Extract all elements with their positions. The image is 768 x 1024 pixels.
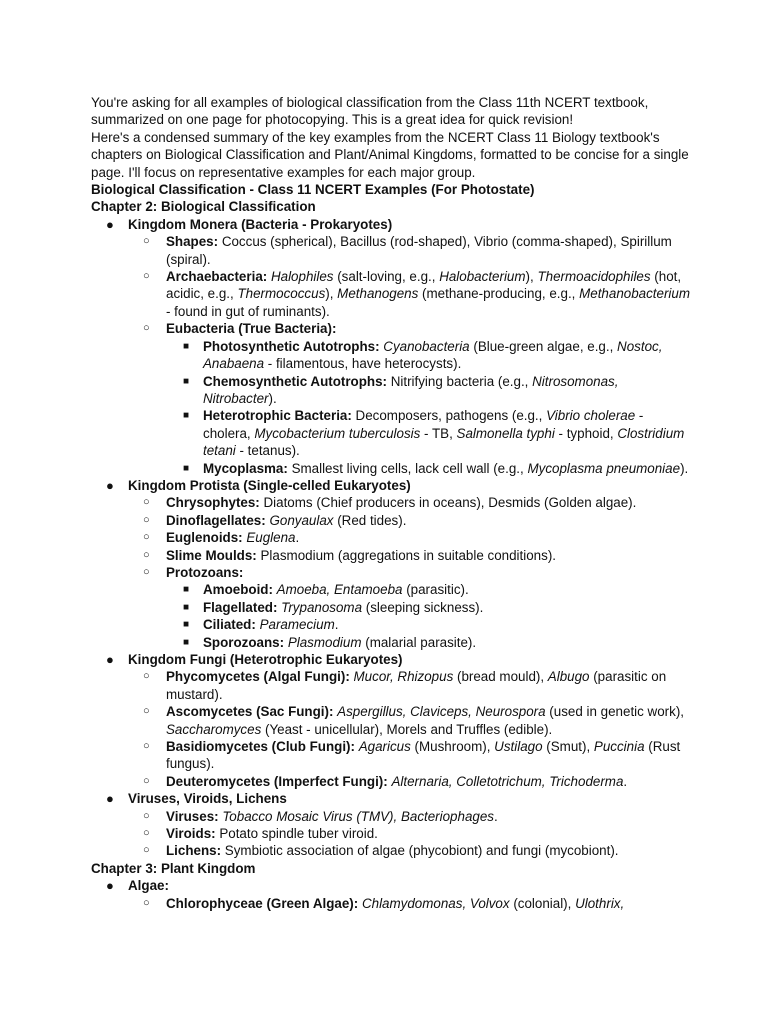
bold-text: Ciliated:	[203, 617, 256, 633]
outline-subitem	[91, 547, 691, 564]
bullet-l2-icon: ○	[143, 844, 150, 857]
bold-text: Chrysophytes:	[166, 495, 260, 511]
bullet-l1-icon: ●	[106, 791, 114, 807]
italic-text: Trypanosoma	[281, 599, 363, 615]
outline-subitem	[91, 668, 691, 703]
italic-text: Ulothrix,	[575, 895, 625, 911]
italic-text: Methanogens	[337, 286, 419, 302]
group-title: Viruses, Viroids, Lichens	[128, 791, 287, 807]
plain-text: (hot, acidic, e.g.,	[166, 269, 682, 302]
italic-text: Thermoacidophiles	[537, 269, 651, 285]
bullet-l2-icon: ○	[143, 774, 150, 787]
outline-subitem	[91, 564, 691, 581]
outline-subsubitem	[91, 460, 691, 477]
bullet-l2-icon: ○	[143, 896, 150, 909]
outline-subitem	[91, 825, 691, 842]
italic-text: Salmonella typhi	[456, 425, 555, 441]
bold-text: Dinoflagellates:	[166, 512, 266, 528]
chapter-heading	[91, 198, 691, 215]
plain-text: (Mushroom),	[410, 739, 495, 755]
bold-text: Amoeboid:	[203, 582, 273, 598]
bold-text: Photosynthetic Autotrophs:	[203, 338, 380, 354]
bullet-l3-icon: ■	[183, 636, 190, 648]
plain-text: (Blue-green algae, e.g.,	[469, 338, 618, 354]
bold-text: Shapes:	[166, 234, 219, 250]
plain-text: (colonial),	[509, 895, 576, 911]
italic-text: Cyanobacteria	[383, 338, 470, 354]
plain-text: (Smut),	[542, 739, 594, 755]
bullet-l2-icon: ○	[143, 670, 150, 683]
italic-text: Nitrosomonas, Nitrobacter	[203, 373, 619, 406]
outline-subsubitem	[91, 599, 691, 616]
italic-text: Albugo	[547, 669, 590, 685]
bullet-l2-icon: ○	[143, 827, 150, 840]
document-title	[91, 181, 691, 198]
chapter-heading	[91, 860, 691, 877]
plain-text: (Red tides).	[333, 512, 407, 528]
plain-text: (sleeping sickness).	[362, 599, 484, 615]
bullet-l3-icon: ■	[183, 584, 190, 596]
bullet-l2-icon: ○	[143, 740, 150, 753]
plain-text: Diatoms (Chief producers in oceans), Desmids (Golden algae).	[259, 495, 637, 511]
bullet-l2-icon: ○	[143, 705, 150, 718]
italic-text: Methanobacterium	[579, 286, 691, 302]
italic-text: Plasmodium	[287, 634, 362, 650]
outline-subitem	[91, 268, 691, 320]
bold-text: Chlorophyceae (Green Algae):	[166, 895, 359, 911]
plain-text: .	[334, 617, 339, 633]
bullet-l3-icon: ■	[183, 375, 190, 387]
outline-subitem	[91, 738, 691, 773]
bullet-l2-icon: ○	[143, 270, 150, 283]
bullet-l3-icon: ■	[183, 462, 190, 474]
chapter-heading-text: Chapter 3: Plant Kingdom	[91, 860, 256, 876]
plain-text: (used in genetic work),	[545, 704, 685, 720]
plain-text: ).	[268, 390, 277, 406]
bold-text: Protozoans:	[166, 564, 244, 580]
italic-text: Chlamydomonas, Volvox	[361, 895, 510, 911]
italic-text: Amoeba, Entamoeba	[276, 582, 403, 598]
plain-text: (bread mould),	[453, 669, 548, 685]
outline-subitem	[91, 895, 691, 912]
bullet-l2-icon: ○	[143, 548, 150, 561]
plain-text: (parasitic on mustard).	[166, 669, 667, 702]
bold-text: Sporozoans:	[203, 634, 285, 650]
plain-text: Symbiotic association of algae (phycobiont) and fungi (mycobiont).	[221, 843, 619, 859]
outline-group-item	[91, 877, 691, 894]
bullet-l2-icon: ○	[143, 322, 150, 335]
bullet-l3-icon: ■	[183, 340, 190, 352]
outline-subsubitem	[91, 616, 691, 633]
italic-text: Vibrio cholerae	[546, 408, 636, 424]
outline-subsubitem	[91, 581, 691, 598]
italic-text: Halobacterium	[439, 269, 526, 285]
outline-group-item	[91, 651, 691, 668]
bold-text: Phycomycetes (Algal Fungi):	[166, 669, 350, 685]
outline-subitem	[91, 842, 691, 859]
italic-text: Puccinia	[593, 739, 645, 755]
bullet-l2-icon: ○	[143, 531, 150, 544]
plain-text: Plasmodium (aggregations in suitable conditions).	[256, 547, 556, 563]
bullet-l3-icon: ■	[183, 601, 190, 613]
bullet-l2-icon: ○	[143, 513, 150, 526]
outline-subsubitem	[91, 634, 691, 651]
bullet-l2-icon: ○	[143, 565, 150, 578]
plain-text: (salt-loving, e.g.,	[333, 269, 440, 285]
italic-text: Euglena	[246, 530, 296, 546]
bold-text: Chemosynthetic Autotrophs:	[203, 373, 387, 389]
intro-paragraph-2: Here's a condensed summary of the key examples from the NCERT Class 11 Biology textbook's chapters on Biological Classification and Plant/Animal Kingdoms, formatted to be concise for a single page. I'll focus on representative examples for each major group.	[91, 129, 689, 180]
bold-text: Ascomycetes (Sac Fungi):	[166, 704, 334, 720]
plain-text: - typhoid,	[554, 425, 618, 441]
plain-text: - found in gut of ruminants).	[166, 303, 330, 319]
bold-text: Deuteromycetes (Imperfect Fungi):	[166, 773, 388, 789]
italic-text: Mucor, Rhizopus	[353, 669, 454, 685]
outline-subitem	[91, 494, 691, 511]
outline-subitem	[91, 529, 691, 546]
bold-text: Slime Moulds:	[166, 547, 257, 563]
plain-text: ),	[525, 269, 538, 285]
bold-text: Flagellated:	[203, 599, 278, 615]
plain-text: Decomposers, pathogens (e.g.,	[351, 408, 547, 424]
bullet-l1-icon: ●	[106, 216, 114, 232]
plain-text: (parasitic).	[402, 582, 469, 598]
document-title-text: Biological Classification - Class 11 NCERT Examples (For Photostate)	[91, 182, 535, 198]
group-title: Kingdom Fungi (Heterotrophic Eukaryotes)	[128, 652, 403, 667]
outline-subsubitem	[91, 407, 691, 459]
plain-text: .	[494, 808, 498, 824]
plain-text: (Yeast - unicellular), Morels and Truffles (edible).	[261, 721, 553, 737]
bullet-l3-icon: ■	[183, 410, 190, 422]
italic-text: Thermococcus	[237, 286, 326, 302]
italic-text: Saccharomyces	[166, 721, 262, 737]
outline-subitem	[91, 703, 691, 738]
bold-text: Viruses:	[166, 808, 219, 824]
intro-paragraph-1: You're asking for all examples of biological classification from the Class 11th NCERT textbook, summarized on one page for photocopying. This is a great idea for quick revision!	[91, 95, 649, 128]
plain-text: (malarial parasite).	[361, 634, 477, 650]
outline-subitem	[91, 320, 691, 337]
bold-text: Archaebacteria:	[166, 269, 268, 285]
bullet-l2-icon: ○	[143, 496, 150, 509]
group-title: Kingdom Monera (Bacteria - Prokaryotes)	[128, 216, 393, 232]
italic-text: Tobacco Mosaic Virus (TMV), Bacteriophages	[222, 808, 494, 824]
plain-text: (Rust fungus).	[166, 739, 681, 772]
bold-text: Basidiomycetes (Club Fungi):	[166, 739, 355, 755]
plain-text: .	[623, 773, 628, 789]
document-page	[91, 94, 691, 912]
plain-text: Nitrifying bacteria (e.g.,	[387, 373, 533, 389]
plain-text: Smallest living cells, lack cell wall (e.g.,	[287, 460, 528, 476]
plain-text: ).	[680, 460, 689, 476]
italic-text: Aspergillus, Claviceps, Neurospora	[337, 704, 546, 720]
italic-text: Halophiles	[270, 269, 334, 285]
outline-subitem	[91, 773, 691, 790]
outline-subitem	[91, 512, 691, 529]
plain-text: - cholera,	[203, 408, 644, 441]
bullet-l2-icon: ○	[143, 809, 150, 822]
italic-text: Clostridium tetani	[203, 425, 685, 459]
italic-text: Nostoc, Anabaena	[203, 338, 663, 372]
plain-text: - tetanus).	[235, 443, 300, 459]
bullet-l3-icon: ■	[183, 619, 190, 631]
plain-text: (methane-producing, e.g.,	[418, 286, 580, 302]
outline-subsubitem	[91, 338, 691, 373]
bold-text: Heterotrophic Bacteria:	[203, 408, 352, 424]
chapters-container	[91, 198, 691, 912]
plain-text: - filamentous, have heterocysts).	[264, 356, 462, 372]
bullet-l2-icon: ○	[143, 235, 150, 248]
plain-text: Potato spindle tuber viroid.	[215, 826, 378, 842]
plain-text: Coccus (spherical), Bacillus (rod-shaped), Vibrio (comma-shaped), Spirillum (spiral).	[166, 234, 672, 267]
bold-text: Viroids:	[166, 826, 216, 842]
bullet-l1-icon: ●	[106, 477, 114, 493]
plain-text: - TB,	[420, 425, 457, 441]
plain-text: ),	[325, 286, 338, 302]
italic-text: Alternaria, Colletotrichum, Trichoderma	[391, 773, 624, 789]
italic-text: Ustilago	[494, 739, 543, 755]
plain-text: .	[295, 530, 300, 546]
group-title: Algae:	[128, 878, 169, 894]
outline-subitem	[91, 808, 691, 825]
outline-subsubitem	[91, 373, 691, 408]
outline-group-item	[91, 790, 691, 807]
bold-text: Lichens:	[166, 843, 222, 859]
italic-text: Paramecium	[259, 617, 335, 633]
outline-group-item	[91, 477, 691, 494]
italic-text: Mycobacterium tuberculosis	[254, 425, 421, 441]
italic-text: Agaricus	[358, 739, 411, 755]
outline-subitem	[91, 233, 691, 268]
bullet-l1-icon: ●	[106, 878, 114, 894]
group-title: Kingdom Protista (Single-celled Eukaryotes)	[128, 477, 411, 493]
outline-group-item	[91, 216, 691, 233]
italic-text: Gonyaulax	[269, 512, 334, 528]
bold-text: Eubacteria (True Bacteria):	[166, 321, 337, 337]
bold-text: Mycoplasma:	[203, 460, 288, 476]
bold-text: Euglenoids:	[166, 530, 243, 546]
bullet-l1-icon: ●	[106, 652, 114, 667]
chapter-heading-text: Chapter 2: Biological Classification	[91, 199, 316, 215]
italic-text: Mycoplasma pneumoniae	[527, 460, 681, 476]
